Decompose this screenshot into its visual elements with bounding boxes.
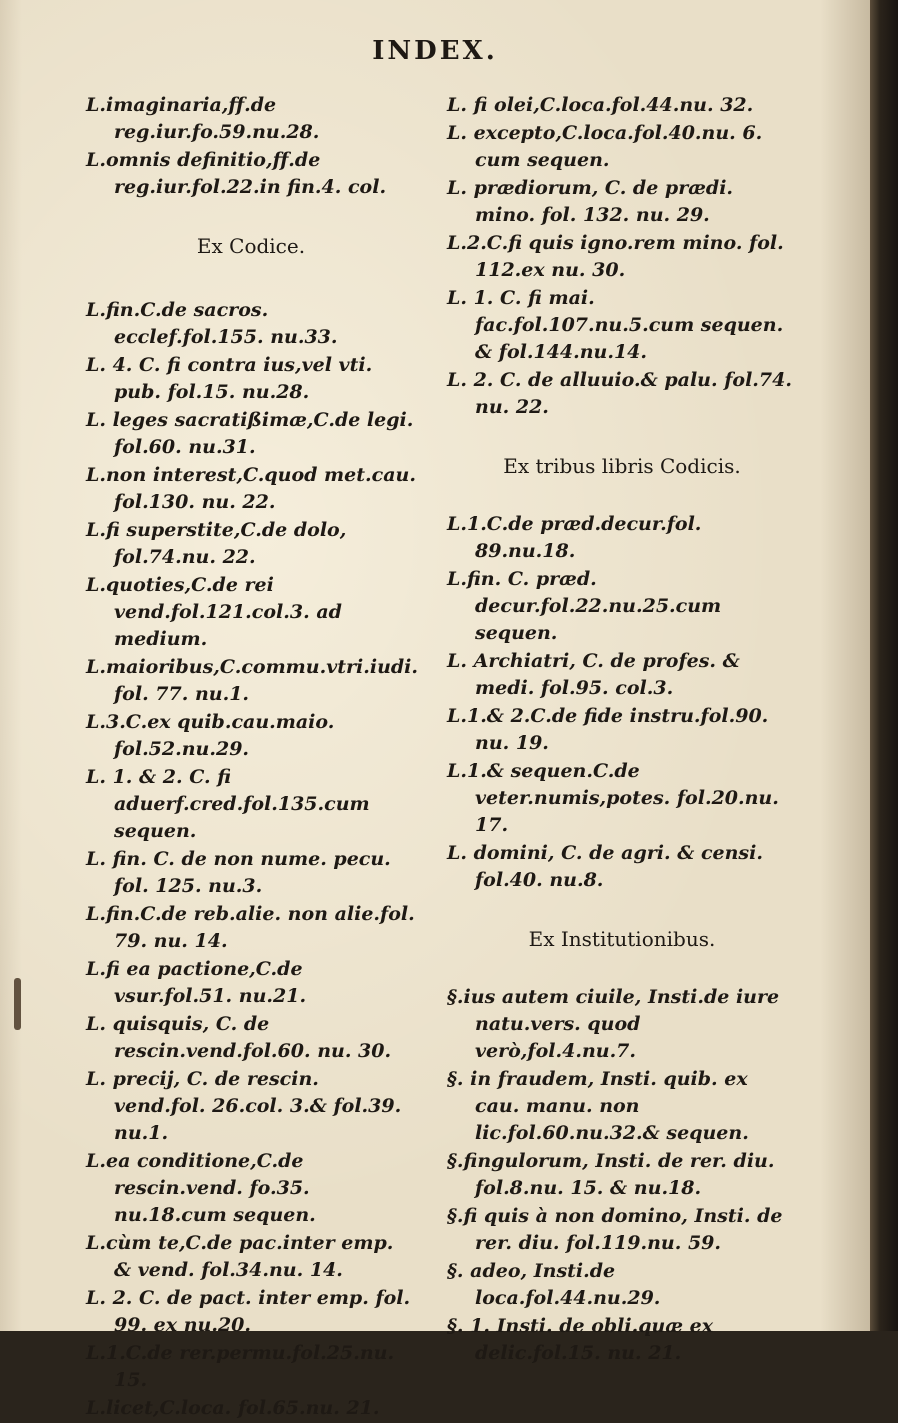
- page-header: INDEX.: [372, 36, 498, 66]
- index-entry: L.fin.C.de reb.alie. non alie.fol. 79. nu. 14.: [86, 903, 415, 952]
- index-entry: §.fingulorum, Insti. de rer. diu. fol.8.nu. 15. & nu.18.: [447, 1150, 775, 1199]
- index-entry: L.ea conditione,C.de rescin.vend. fo.35. nu.18.cum sequen.: [86, 1150, 316, 1226]
- section-heading-ex-codice: Ex Codice.: [196, 234, 306, 258]
- book-binding-edge: [870, 0, 898, 1331]
- index-entry: L.imaginaria,ff.de reg.iur.fo.59.nu.28.: [86, 94, 320, 143]
- index-entry: L. fin. C. de non nume. pecu. fol. 125. nu.3.: [86, 848, 391, 897]
- index-entry: L.omnis definitio,ff.de reg.iur.fol.22.in fin.4. col.: [86, 149, 387, 198]
- index-entry: L.3.C.ex quib.cau.maio. fol.52.nu.29.: [86, 711, 335, 760]
- index-entry: L. 1. & 2. C. fi aduerf.cred.fol.135.cum sequen.: [86, 766, 370, 842]
- index-entry: §. 1. Insti. de obli.quæ ex delic.fol.15. nu. 21.: [447, 1315, 714, 1364]
- index-entry: L.maioribus,C.commu.vtri.iudi. fol. 77. nu.1.: [86, 656, 419, 705]
- index-entry: L.quoties,C.de rei vend.fol.121.col.3. ad medium.: [86, 574, 342, 650]
- index-entry: L. domini, C. de agri. & censi. fol.40. nu.8.: [447, 842, 763, 891]
- right-column: [447, 92, 797, 1368]
- index-entry: L.licet,C.loca. fol.65.nu. 21.: [86, 1397, 380, 1419]
- index-entry: L. 1. C. fi mai. fac.fol.107.nu.5.cum sequen. & fol.144.nu.14.: [447, 287, 784, 363]
- index-entry: §. in fraudem, Insti. quib. ex cau. manu. non lic.fol.60.nu.32.& sequen.: [447, 1068, 749, 1144]
- index-entry: L.1.& 2.C.de fide instru.fol.90. nu. 19.: [447, 705, 769, 754]
- section-heading-ex-institutionibus: Ex Institutionibus.: [528, 927, 716, 951]
- section-heading-ex-tribus-libris: Ex tribus libris Codicis.: [503, 454, 741, 478]
- index-entry: L.1.C.de rer.permu.fol.25.nu. 15.: [86, 1342, 395, 1391]
- index-entry: L.2.C.fi quis igno.rem mino. fol. 112.ex nu. 30.: [447, 232, 784, 281]
- index-entry: L. 2. C. de alluuio.& palu. fol.74. nu. 22.: [447, 369, 792, 418]
- index-entry: L. prædiorum, C. de prædi. mino. fol. 132. nu. 29.: [447, 177, 734, 226]
- left-column: [86, 92, 419, 1423]
- index-entry: L. precij, C. de rescin. vend.fol. 26.col. 3.& fol.39. nu.1.: [86, 1068, 402, 1144]
- index-entry: L. quisquis, C. de rescin.vend.fol.60. nu. 30.: [86, 1013, 392, 1062]
- page-stain: [14, 978, 21, 1030]
- index-entry: L. 4. C. fi contra ius,vel vti. pub. fol.15. nu.28.: [86, 354, 373, 403]
- index-entry: L.fi superstite,C.de dolo, fol.74.nu. 22.: [86, 519, 347, 568]
- index-entry: L.non interest,C.quod met.cau. fol.130. nu. 22.: [86, 464, 416, 513]
- index-entry: L. 2. C. de pact. inter emp. fol. 99. ex nu.20.: [86, 1287, 411, 1336]
- index-entry: §. adeo, Insti.de loca.fol.44.nu.29.: [447, 1260, 661, 1309]
- index-entry: L. Archiatri, C. de profes. & medi. fol.95. col.3.: [447, 650, 740, 699]
- index-entry: L.cùm te,C.de pac.inter emp. & vend. fol.34.nu. 14.: [86, 1232, 394, 1281]
- index-entry: L.fin. C. præd. decur.fol.22.nu.25.cum sequen.: [447, 568, 722, 644]
- index-entry: L.1.& sequen.C.de veter.numis,potes. fol.20.nu. 17.: [447, 760, 779, 836]
- index-entry: L.fi ea pactione,C.de vsur.fol.51. nu.21.: [86, 958, 307, 1007]
- index-entry: L. leges sacratißimæ,C.de legi. fol.60. nu.31.: [86, 409, 414, 458]
- index-entry: L. fi olei,C.loca.fol.44.nu. 32.: [447, 94, 754, 116]
- index-entry: §.fi quis à non domino, Insti. de rer. diu. fol.119.nu. 59.: [447, 1205, 783, 1254]
- index-entry: §.ius autem ciuile, Insti.de iure natu.vers. quod verò,fol.4.nu.7.: [447, 986, 780, 1062]
- index-entry: L.1.C.de præd.decur.fol. 89.nu.18.: [447, 513, 702, 562]
- index-entry: L.fin.C.de sacros. ecclef.fol.155. nu.33.: [86, 299, 338, 348]
- index-entry: L. excepto,C.loca.fol.40.nu. 6. cum sequen.: [447, 122, 763, 171]
